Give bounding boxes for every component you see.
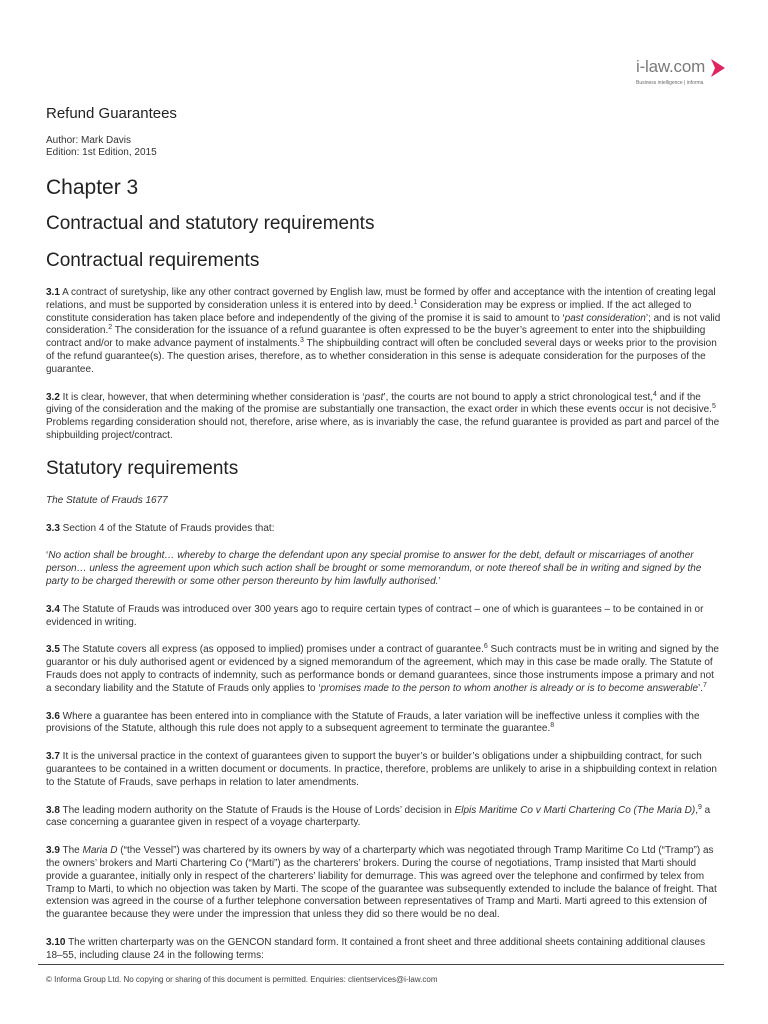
paragraph-3-3: 3.3 Section 4 of the Statute of Frauds provides that: <box>46 522 275 534</box>
footnote-ref[interactable]: 8 <box>550 722 555 730</box>
section-heading-contractual: Contractual requirements <box>46 250 260 271</box>
edition-line: Edition: 1st Edition, 2015 <box>46 147 157 158</box>
footnote-ref[interactable]: 4 <box>653 390 657 398</box>
statute-subheading: The Statute of Frauds 1677 <box>46 494 168 506</box>
paragraph-3-6: 3.6 Where a guarantee has been entered into in compliance with the Statute of Frauds, a later variation will be ineffective unless it complies with the provisions of the Statute, although this rule does not apply to a subsequent agreement to terminate the guarantee.$^8$ <box>46 710 700 735</box>
paragraph-3-9: 3.9 The Maria D (“the Vessel”) was chartered by its owners by way of a charterparty which was negotiated through Tramp Maritime Co Ltd (“Tramp”) as the owners’ brokers and Marti Chartering Co (“Marti”) as the charterers’ brokers. During the course of negotiations, Tramp insisted that Marti should provide a guarantee, initially only in respect of the charterers’ liability for demurrage. This was agreed over the telephone and confirmed by telex from Tramp to Marti, to which no objection was taken by Marti. The scope of the guarantee was subsequently extended to include the balance of freight. That extension was agreed in the course of a further telephone conversation between representatives of Tramp and Marti. Marti agreed to this extension of the guarantee because they were under the impression that unless they did so there would be no deal. <box>46 845 717 921</box>
paragraph-3-10: 3.10 The written charterparty was on the GENCON standard form. It contained a front sheet and three additional sheets containing additional clauses 18–55, including clause 24 in the following terms: <box>46 936 706 961</box>
footer-divider <box>38 964 724 965</box>
paragraph-3-4: 3.4 The Statute of Frauds was introduced over 300 years ago to require certain types of contract – one of which is guarantees – to be contained in or evidenced in writing. <box>46 603 704 628</box>
chapter-title: Contractual and statutory requirements <box>46 213 375 234</box>
paragraph-3-1: 3.1 A contract of suretyship, like any other contract governed by English law, must be formed by offer and acceptance with the intention of creating legal relations, and must be supported by consideration unless it is entered into by deed.$^1$ Consideration may be express or implied. If the act alleged to constitute consideration has taken place before and independently of the giving of the promise it is said to amount to ‘past consideration’; and is not valid consideration.$^2$ The consideration for the issuance of a refund guarantee is often expressed to be the buyer’s agreement to enter into the shipbuilding contract and/or to make advance payment of instalments.$^3$ The shipbuilding contract will often be concluded several days or weeks prior to the provision of the refund guarantee(s). The question arises, therefore, as to whether consideration in this sense is adequate consideration for the purposes of the guarantee. <box>46 287 721 375</box>
ilaw-logo <box>636 56 728 92</box>
logo-text: i-law.com <box>636 57 706 76</box>
book-meta <box>46 135 722 159</box>
paragraph-3-2: 3.2 It is clear, however, that when determining whether consideration is ‘past’, the courts are not bound to apply a strict chronological test,$^4$ and if the giving of the consideration and the making of the promise are substantially one transaction, the exact order in which these events occur is not decisive.$^5$ Problems regarding consideration should not, therefore, arise where, as is invariably the case, the refund guarantee is provided as part and parcel of the shipbuilding project/contract. <box>46 390 720 441</box>
logo-tagline: Business intelligence | informa <box>636 80 704 86</box>
footnote-ref[interactable]: 5 <box>711 403 716 411</box>
footnote-ref[interactable]: 3 <box>300 337 304 345</box>
author-line: Author: Mark Davis <box>46 135 132 146</box>
play-arrow-icon <box>710 58 726 78</box>
paragraph-3-8: 3.8 The leading modern authority on the Statute of Frauds is the House of Lords’ decision in Elpis Maritime Co v Marti Chartering Co (The Maria D),$^9$ a case concerning a guarantee given in respect of a voyage charterparty. <box>46 803 711 829</box>
paragraph-3-7: 3.7 It is the universal practice in the context of guarantees given to support the buyer’s or builder’s obligations under a shipbuilding contract, for such guarantees to be contained in a written document or documents. In practice, therefore, problems are unlikely to arise in a shipbuilding context in relation to the Statute of Frauds, save perhaps in relation to later amendments. <box>46 751 717 788</box>
footnote-ref[interactable]: 9 <box>698 803 702 811</box>
document-body <box>46 100 722 972</box>
copyright-footer: © Informa Group Ltd. No copying or sharing of this document is permitted. Enquiries: clientservices@i-law.com <box>46 975 438 984</box>
footnote-ref[interactable]: 2 <box>108 324 113 332</box>
chapter-heading: Chapter 3 <box>46 176 139 199</box>
footnote-ref[interactable]: 6 <box>483 643 488 651</box>
section-heading-statutory: Statutory requirements <box>46 457 239 479</box>
footnote-ref[interactable]: 7 <box>703 681 707 689</box>
paragraph-3-5: 3.5 The Statute covers all express (as opposed to implied) promises under a contract of guarantee.$^6$ Such contracts must be in writing and signed by the guarantor or his duly authorised agent or evidenced by a signed memorandum of the agreement, which may in this case be made orally. The Statute of Frauds does not apply to contracts of indemnity, such as performance bonds or demand guarantees, since those instruments impose a primary and not a secondary liability and the Statute of Frauds only applies to ‘promises made to the person to whom another is already or is to become answerable’.$^7$ <box>46 643 719 694</box>
statute-quote: ‘No action shall be brought… whereby to charge the defendant upon any special promise to answer for the debt, default or miscarriages of another person… unless the agreement upon which such action shall be brought or some memorandum, or note thereof shall be in writing and signed by the party to be charged therewith or some other person thereunto by him lawfully authorised.’ <box>46 550 702 587</box>
footnote-ref[interactable]: 1 <box>413 298 418 306</box>
book-title: Refund Guarantees <box>46 105 177 122</box>
